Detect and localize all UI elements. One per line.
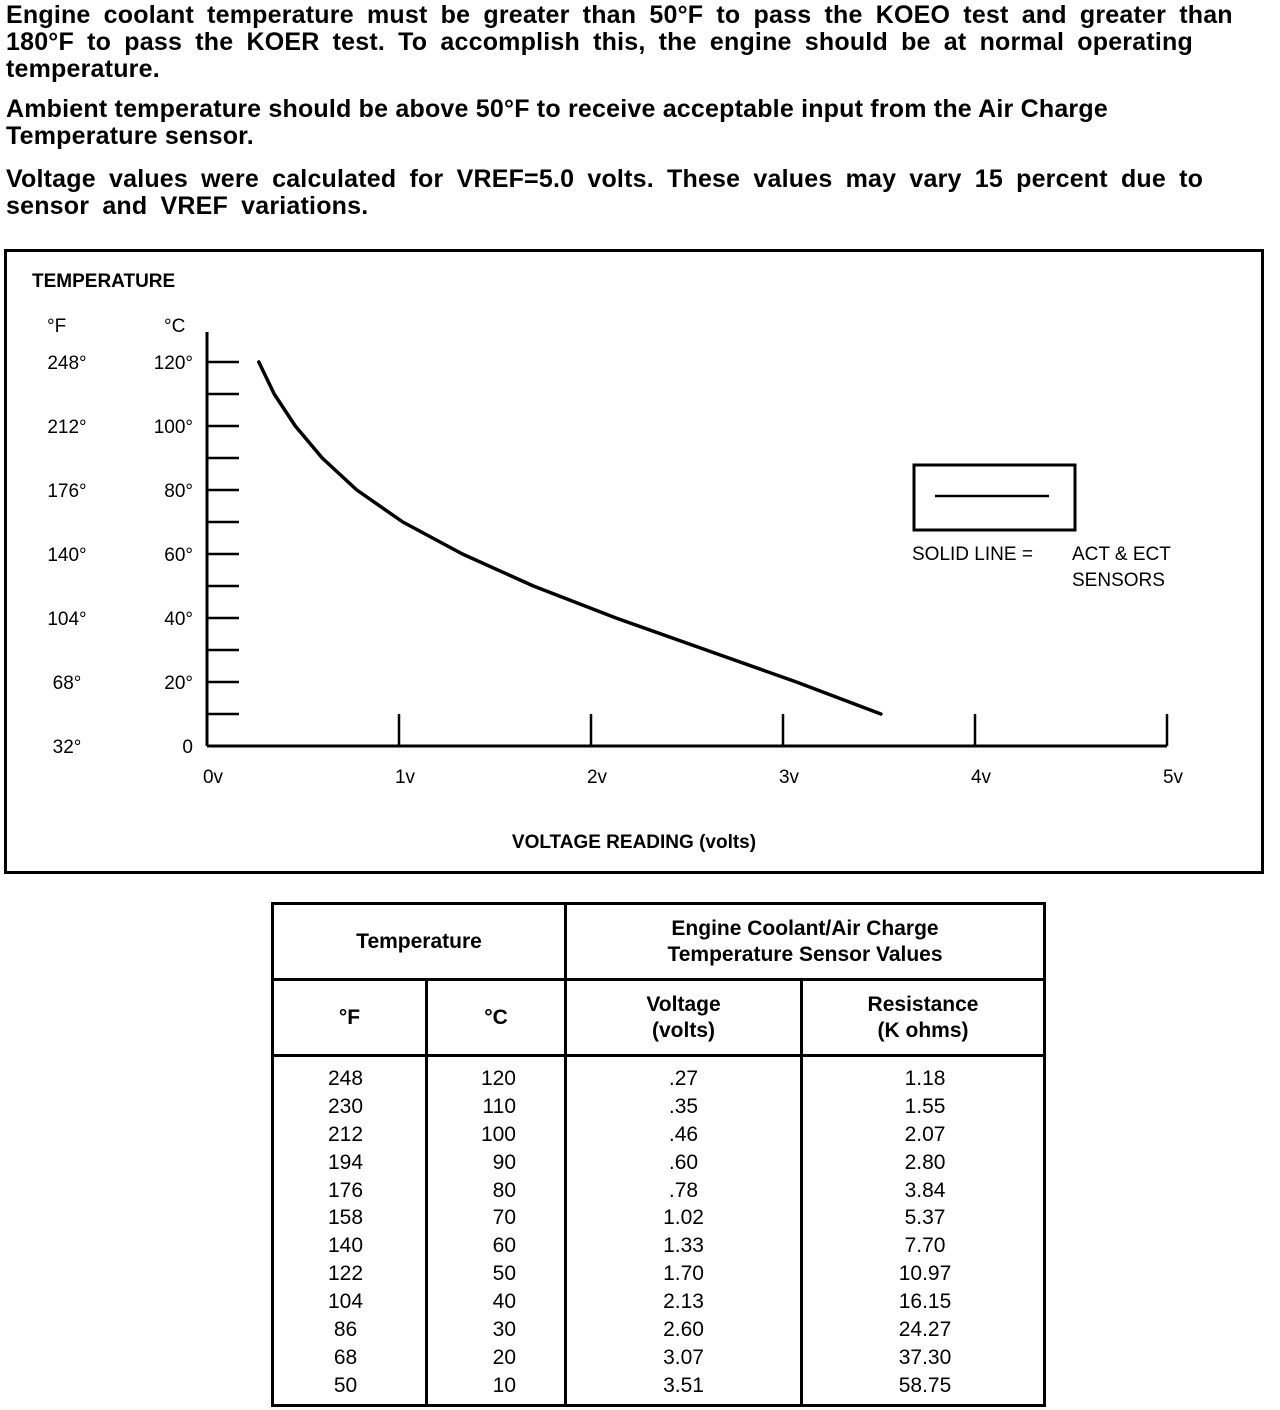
resistance-value: 37.30 [898, 1345, 952, 1369]
fahrenheit-value: 158 [327, 1206, 364, 1230]
voltage-value: 2.13 [663, 1290, 704, 1314]
celsius-value: 120 [480, 1067, 516, 1090]
fahrenheit-value: 50 [333, 1373, 358, 1397]
resistance-value: 24.27 [898, 1318, 952, 1342]
intro-paragraph-vref: Voltage values were calculated for VREF=5.0 volts. These values may vary 15 percent due to sensor and VREF variations. [6, 165, 1204, 220]
celsius-value: 30 [492, 1318, 516, 1342]
intro-paragraph-ambient: Ambient temperature should be above 50°F to receive acceptable input from the Air Charge Temperature sensor. [6, 95, 1108, 150]
resistance-value: 1.55 [904, 1094, 946, 1118]
col-header-resistance-line2: (K ohms) [877, 1018, 969, 1042]
celsius-value: 50 [492, 1262, 516, 1286]
y-tick-label-fahrenheit: 68° [52, 673, 82, 694]
celsius-value: 60 [492, 1234, 516, 1258]
y-tick-label-celsius: 120° [153, 353, 193, 374]
resistance-value: 7.70 [904, 1234, 946, 1258]
sensor-values-table [271, 902, 1046, 1407]
y-tick-label-celsius: 0 [182, 737, 193, 758]
intro-paragraph-koeo: Engine coolant temperature must be greater than 50°F to pass the KOEO test and greater than 180°F to pass the KOER test. To accomplish this, the engine should be at normal operating temperature. [6, 1, 1233, 83]
celsius-value: 20 [492, 1345, 516, 1369]
legend-label-line3: SENSORS [1072, 570, 1165, 591]
y-tick-label-celsius: 40° [164, 609, 193, 630]
fahrenheit-value: 212 [327, 1122, 364, 1146]
celsius-value: 80 [492, 1178, 516, 1202]
fahrenheit-value: 104 [327, 1290, 364, 1314]
y-tick-label-fahrenheit: 248° [47, 353, 87, 374]
celsius-value: 110 [482, 1094, 516, 1118]
sensor-values-header-line1: Engine Coolant/Air Charge [671, 916, 939, 940]
fahrenheit-value: 140 [327, 1234, 364, 1258]
y-tick-label-celsius: 80° [164, 481, 193, 502]
celsius-column [427, 1056, 566, 1406]
sensor-values-table-wrapper [271, 902, 1046, 1407]
fahrenheit-unit-label: °F [47, 316, 67, 337]
y-tick-label-celsius: 20° [164, 673, 193, 694]
series-group [259, 362, 881, 714]
voltage-value: .46 [668, 1122, 699, 1146]
sensor-values-header-line2: Temperature Sensor Values [667, 942, 943, 966]
col-header-fahrenheit [273, 980, 427, 1056]
celsius-unit-label: °C [164, 316, 186, 337]
celsius-value: 10 [492, 1373, 516, 1397]
voltage-column [566, 1056, 802, 1406]
resistance-value: 58.75 [898, 1373, 952, 1397]
x-axis-title: VOLTAGE READING (volts) [511, 832, 757, 853]
voltage-value: .78 [668, 1178, 699, 1202]
y-tick-label-celsius: 100° [153, 417, 193, 438]
legend-box [914, 465, 1075, 530]
resistance-value: 16.15 [898, 1290, 952, 1314]
sensor-values-group-header [566, 904, 1045, 980]
col-header-fahrenheit-label: °F [338, 1005, 361, 1029]
x-tick-label: 2v [586, 767, 608, 788]
resistance-column [802, 1056, 1045, 1406]
chart-title: TEMPERATURE [32, 271, 176, 292]
celsius-value: 90 [492, 1150, 516, 1174]
y-tick-label-fahrenheit: 212° [47, 417, 87, 438]
resistance-value: 2.80 [904, 1150, 946, 1174]
voltage-value: 3.51 [663, 1373, 704, 1397]
voltage-value: 2.60 [663, 1318, 704, 1342]
x-tick-label: 1v [394, 767, 416, 788]
col-header-celsius-label: °C [484, 1005, 508, 1029]
resistance-value: 3.84 [904, 1178, 946, 1202]
y-tick-label-fahrenheit: 176° [47, 481, 87, 502]
x-tick-label: 0v [202, 767, 224, 788]
voltage-value: .27 [668, 1067, 699, 1090]
fahrenheit-value: 86 [333, 1318, 358, 1342]
series-line-act-ect [259, 362, 881, 714]
voltage-value: .60 [668, 1150, 699, 1174]
col-header-celsius [427, 980, 566, 1056]
col-header-resistance [802, 980, 1045, 1056]
fahrenheit-value: 68 [333, 1345, 358, 1369]
celsius-value: 40 [492, 1290, 516, 1314]
y-tick-label-celsius: 60° [164, 545, 193, 566]
x-tick-label: 3v [778, 767, 800, 788]
voltage-value: 1.33 [663, 1234, 704, 1258]
voltage-value: 1.02 [663, 1206, 704, 1230]
resistance-value: 1.18 [904, 1067, 946, 1090]
temperature-group-header [273, 904, 566, 980]
fahrenheit-value: 194 [327, 1150, 364, 1174]
fahrenheit-column [273, 1056, 427, 1406]
col-header-voltage-line1: Voltage [646, 992, 721, 1016]
voltage-value: 3.07 [663, 1345, 704, 1369]
y-tick-label-fahrenheit: 140° [47, 545, 87, 566]
col-header-voltage [566, 980, 802, 1056]
x-tick-label: 5v [1162, 767, 1184, 788]
legend-label-line1: SOLID LINE = [912, 544, 1033, 565]
resistance-value: 5.37 [904, 1206, 946, 1230]
voltage-value: 1.70 [663, 1262, 704, 1286]
legend-label-line2: ACT & ECT [1072, 544, 1171, 565]
y-tick-label-fahrenheit: 32° [52, 737, 82, 758]
fahrenheit-value: 176 [327, 1178, 364, 1202]
fahrenheit-value: 122 [327, 1262, 364, 1286]
fahrenheit-value: 230 [327, 1094, 364, 1118]
temperature-voltage-chart [7, 252, 1261, 871]
col-header-voltage-line2: (volts) [652, 1018, 715, 1042]
resistance-value: 10.97 [898, 1262, 952, 1286]
chart-panel [4, 249, 1264, 874]
celsius-value: 70 [492, 1206, 516, 1230]
voltage-value: .35 [668, 1094, 699, 1118]
x-tick-label: 4v [970, 767, 992, 788]
y-tick-label-fahrenheit: 104° [47, 609, 87, 630]
col-header-resistance-line1: Resistance [867, 992, 979, 1016]
resistance-value: 2.07 [904, 1122, 946, 1146]
fahrenheit-value: 248 [327, 1067, 364, 1090]
temperature-group-header-label: Temperature [356, 929, 482, 953]
celsius-value: 100 [480, 1122, 516, 1146]
